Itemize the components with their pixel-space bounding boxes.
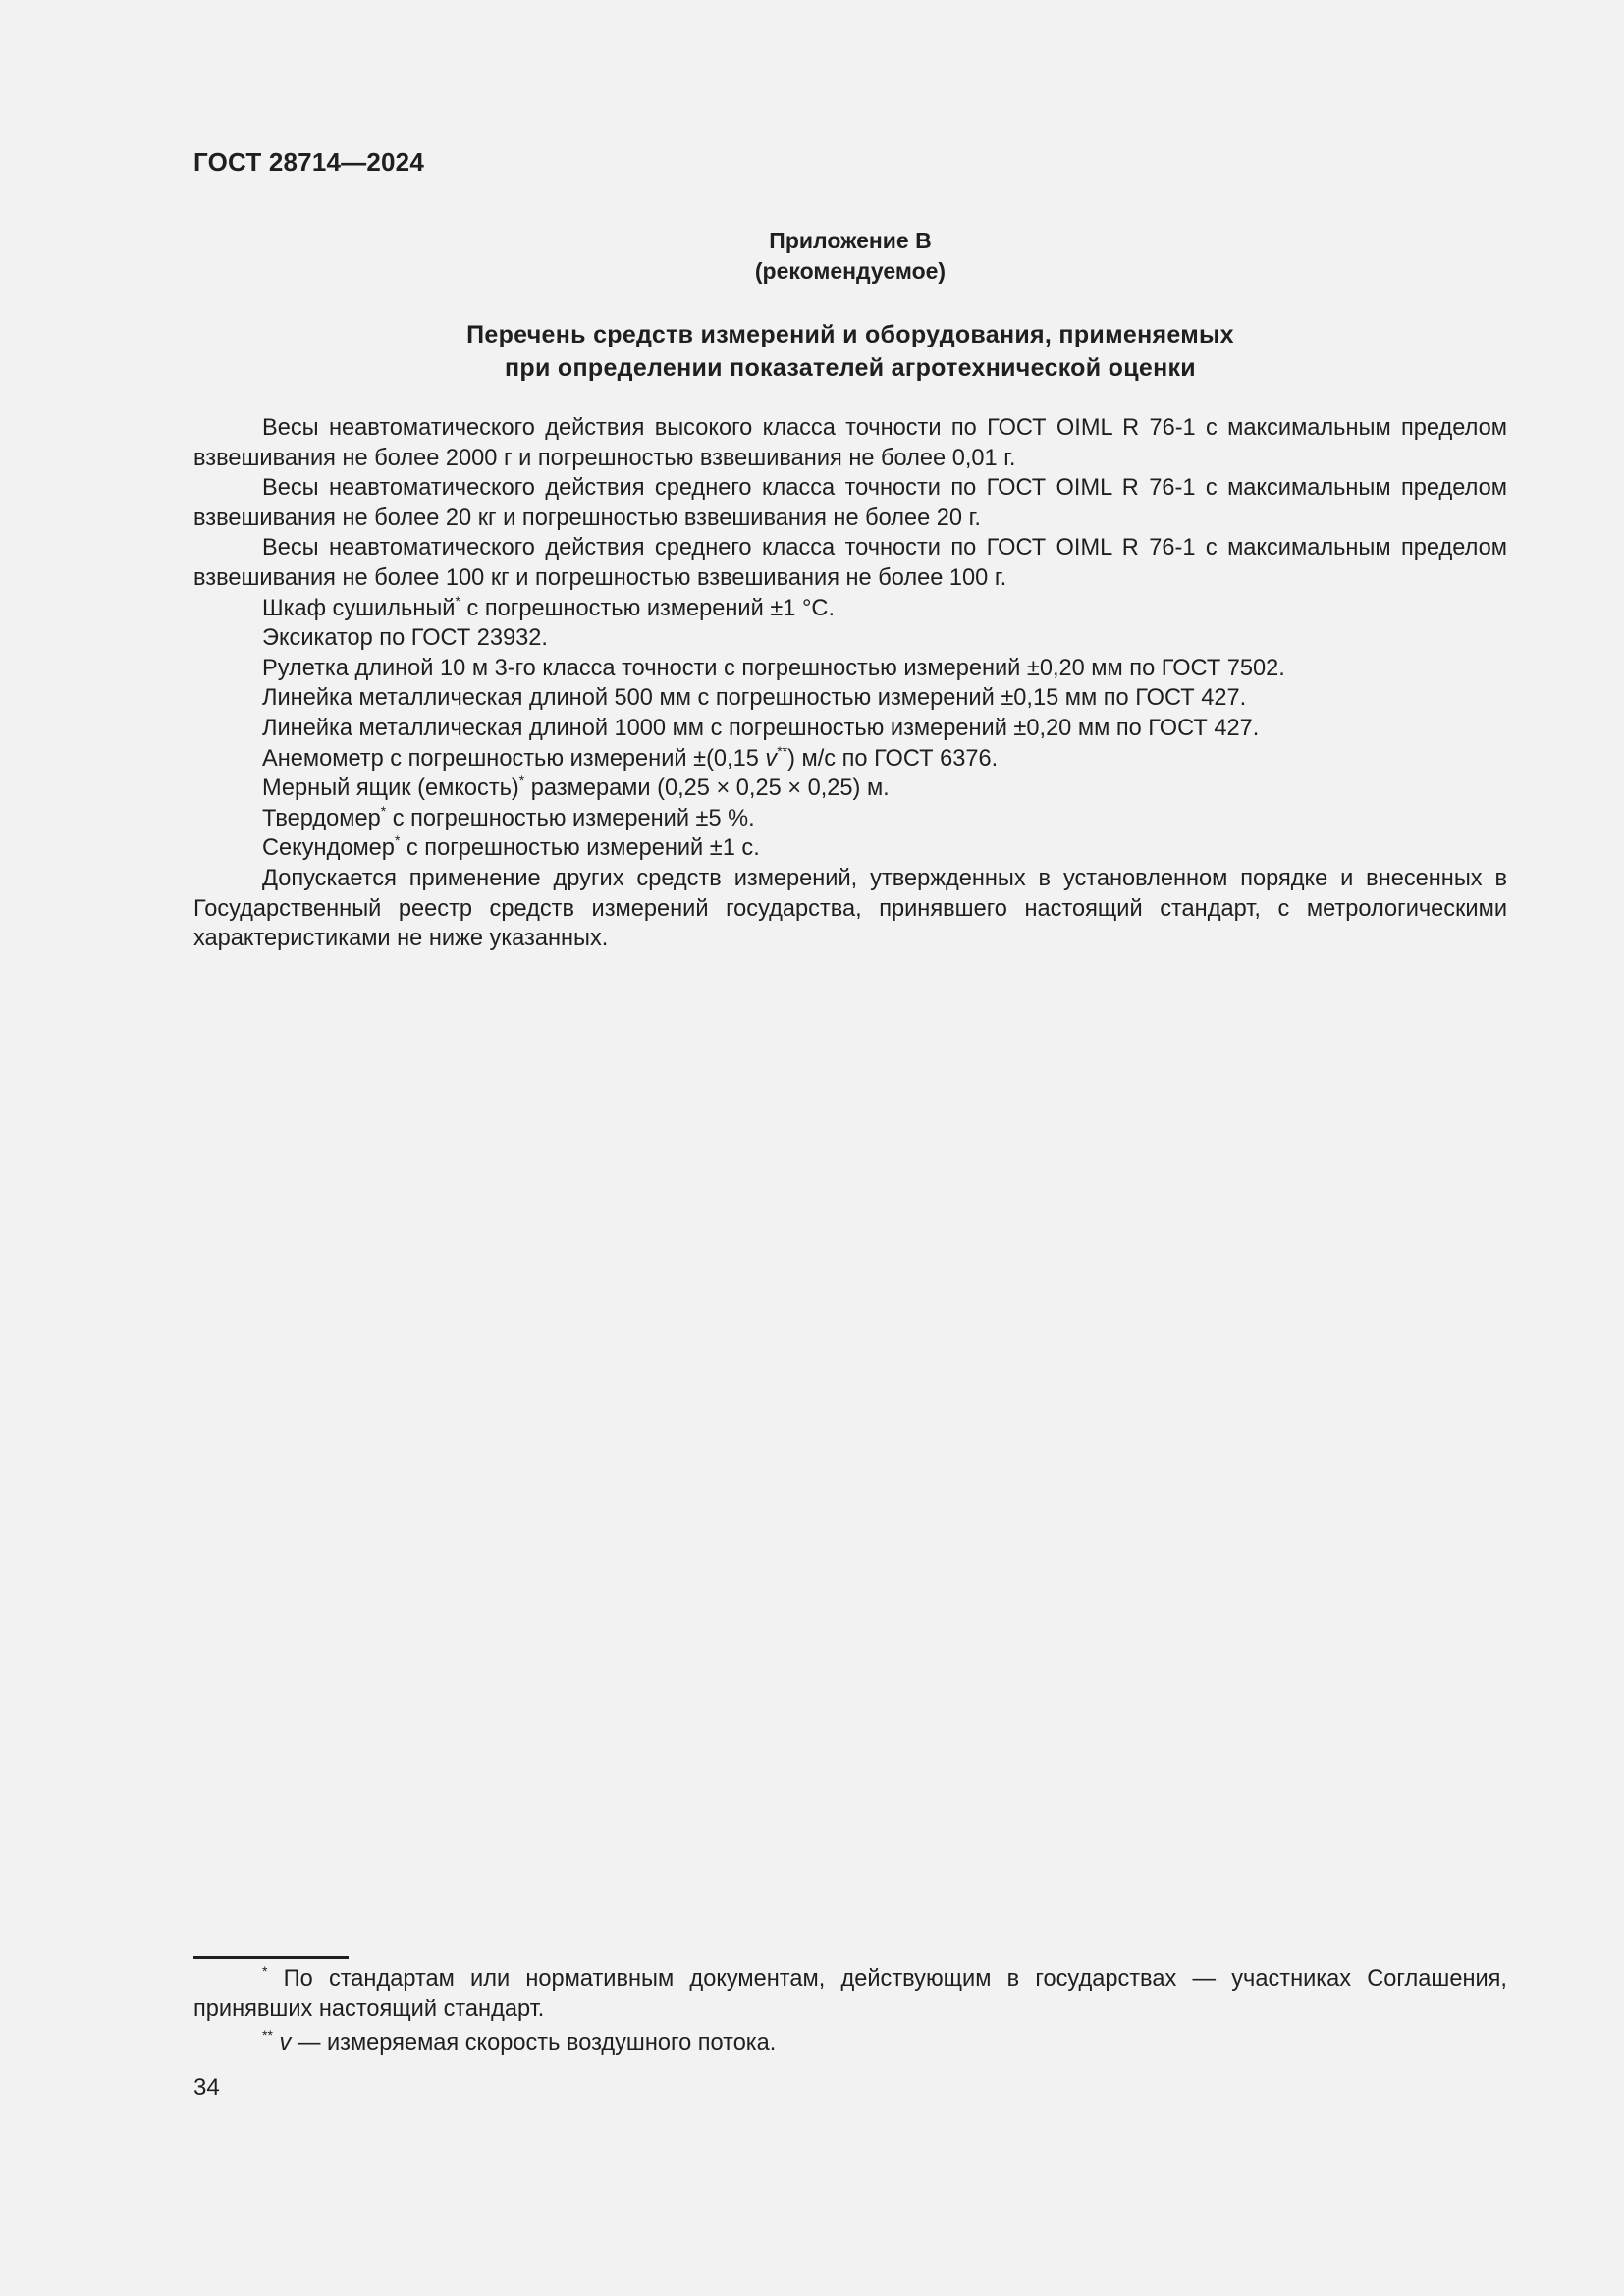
footnotes bbox=[193, 1964, 1507, 2062]
footnote-mark: * bbox=[262, 1963, 268, 1979]
list-item bbox=[193, 833, 1507, 864]
title-line-1: Перечень средств измерений и оборудования, применяемых bbox=[466, 321, 1234, 348]
appendix-heading bbox=[193, 226, 1507, 287]
list-item: Весы неавтоматического действия среднего класса точности по ГОСТ OIML R 76-1 с максимальным пределом взвешивания не более 100 кг и погрешностью взвешивания не более 100 г. bbox=[193, 535, 1507, 591]
list-item: Эксикатор по ГОСТ 23932. bbox=[262, 625, 548, 652]
equipment-list bbox=[193, 413, 1507, 954]
velocity-symbol: v bbox=[765, 745, 778, 772]
list-item bbox=[193, 804, 1507, 834]
item-text: Твердомер bbox=[262, 805, 381, 831]
velocity-symbol: v bbox=[279, 2030, 292, 2056]
item-text: с погрешностью измерений ±5 %. bbox=[386, 805, 755, 831]
footnote-2 bbox=[193, 2028, 1507, 2058]
footnote-mark: * bbox=[455, 592, 460, 609]
item-text: ) м/с по ГОСТ 6376. bbox=[787, 745, 999, 772]
item-text: Анемометр с погрешностью измерений ±(0,15 bbox=[262, 745, 766, 772]
appendix-status: (рекомендуемое) bbox=[754, 258, 947, 284]
item-text: Мерный ящик (емкость) bbox=[262, 775, 519, 802]
footnote-mark: ** bbox=[777, 742, 788, 759]
item-text: Шкаф сушильный bbox=[262, 595, 456, 621]
footnote-mark: * bbox=[518, 773, 525, 789]
item-text: размерами (0,25 × 0,25 × 0,25) м. bbox=[524, 775, 890, 802]
standard-header: ГОСТ 28714—2024 bbox=[193, 147, 424, 177]
item-text: с погрешностью измерений ±1 °С. bbox=[460, 595, 835, 621]
list-item: Весы неавтоматического действия высокого класса точности по ГОСТ OIML R 76-1 с максимальным пределом взвешивания не более 2000 г и погрешностью взвешивания не более 0,01 г. bbox=[193, 415, 1507, 471]
list-item bbox=[193, 744, 1507, 774]
footnote-mark: * bbox=[394, 832, 401, 849]
list-item bbox=[193, 594, 1507, 624]
item-text: Секундомер bbox=[262, 835, 395, 862]
page-number: 34 bbox=[193, 2074, 220, 2101]
footnote-text: По стандартам или нормативным документам, действующим в государствах — участниках Соглашения, принявших настоящий стандарт. bbox=[193, 1966, 1507, 2022]
list-item: Рулетка длиной 10 м 3-го класса точности с погрешностью измерений ±0,20 мм по ГОСТ 7502. bbox=[262, 655, 1285, 681]
list-item: Весы неавтоматического действия среднего класса точности по ГОСТ OIML R 76-1 с максимальным пределом взвешивания не более 20 кг и погрешностью взвешивания не более 20 г. bbox=[193, 475, 1507, 531]
footnote-divider bbox=[193, 1956, 349, 1959]
list-item: Линейка металлическая длиной 500 мм с погрешностью измерений ±0,15 мм по ГОСТ 427. bbox=[262, 685, 1247, 712]
list-item: Линейка металлическая длиной 1000 мм с погрешностью измерений ±0,20 мм по ГОСТ 427. bbox=[262, 715, 1260, 741]
appendix-title bbox=[193, 318, 1507, 385]
title-line-2: при определении показателей агротехнической оценки bbox=[505, 354, 1196, 382]
footnote-text: — измеряемая скорость воздушного потока. bbox=[291, 2030, 777, 2056]
closing-paragraph: Допускается применение других средств измерений, утвержденных в установленном порядке и внесенных в Государственный реестр средств измерений государства, принявшего настоящий стандарт, с метрологическими характеристиками не ниже указанных. bbox=[193, 865, 1507, 952]
appendix-label: Приложение В bbox=[769, 228, 932, 253]
list-item bbox=[193, 774, 1507, 804]
footnote-mark: * bbox=[380, 802, 387, 819]
item-text: с погрешностью измерений ±1 с. bbox=[400, 835, 760, 862]
footnote-mark: ** bbox=[262, 2027, 273, 2044]
footnote-1 bbox=[193, 1964, 1507, 2024]
